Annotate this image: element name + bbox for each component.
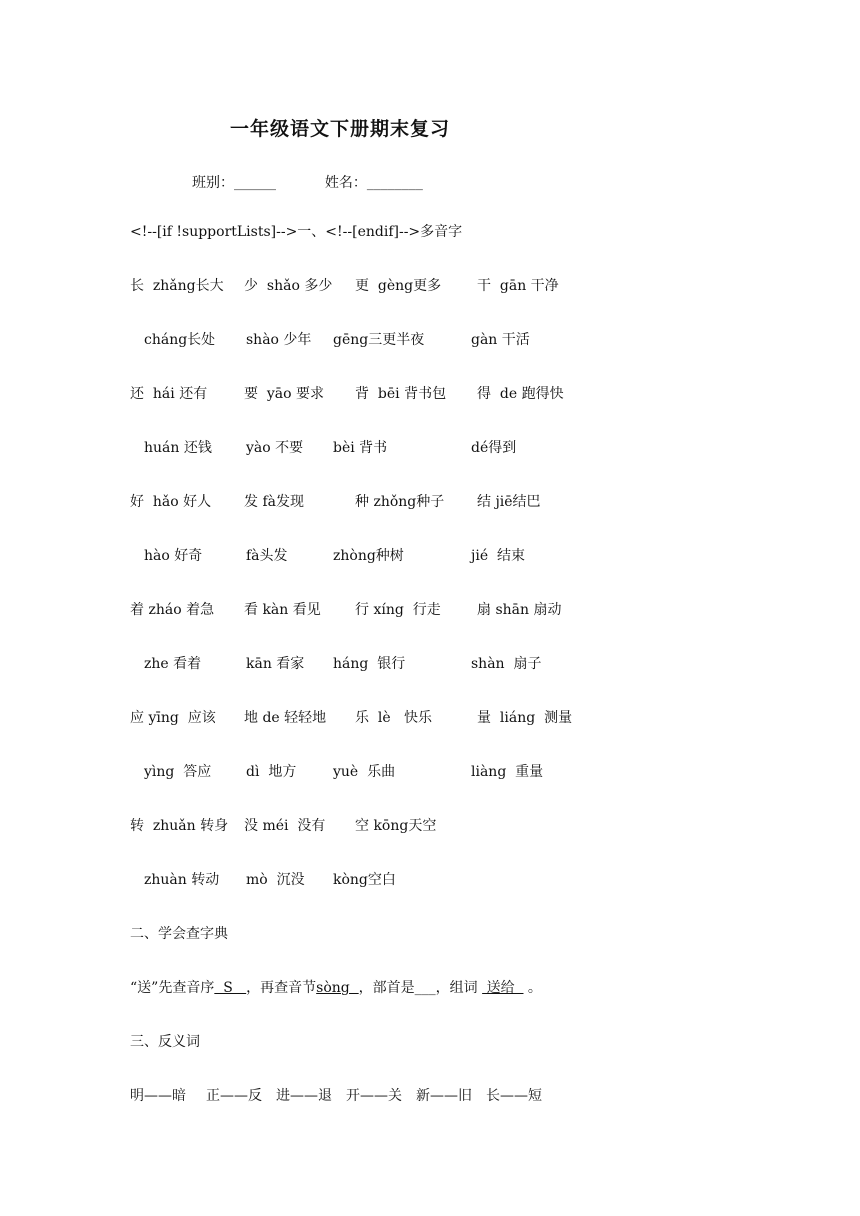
polyphone-entry: gàn 干活: [471, 332, 530, 348]
polyphone-entry: 干 gān 干净: [477, 278, 559, 294]
polyphone-entry: zhe 看着: [144, 656, 202, 672]
answer-yinjie: sòng: [316, 980, 359, 996]
section2-heading: 二、学会查字典: [130, 926, 228, 942]
polyphone-entry: zhòng种树: [333, 548, 404, 564]
polyphone-entry: kān 看家: [246, 656, 305, 672]
antonym-line: [130, 1085, 542, 1105]
polyphone-entry: huán 还钱: [144, 440, 212, 456]
polyphone-entry: kòng空白: [333, 872, 396, 888]
name-blank: ________: [366, 175, 423, 191]
section1-heading: <!--[if !supportLists]-->一、<!--[endif]-->多音字: [130, 224, 463, 240]
polyphone-entry: fà头发: [246, 548, 288, 564]
antonym-pair: 进——退: [276, 1088, 332, 1104]
polyphone-entry: 空 kōng天空: [355, 818, 437, 834]
polyphone-entry: 行 xíng 行走: [355, 602, 441, 618]
antonym-pair: 新——旧: [416, 1088, 472, 1104]
student-info: [192, 172, 423, 192]
antonym-pair: 长——短: [486, 1088, 542, 1104]
polyphone-entry: dì 地方: [246, 764, 297, 780]
polyphone-entry: 长 zhǎng长大: [130, 278, 224, 294]
polyphone-entry: 量 liáng 测量: [477, 710, 573, 726]
q-mid2: ，部首是: [358, 980, 415, 996]
polyphone-entry: 得 de 跑得快: [477, 386, 564, 402]
section3-heading: 三、反义词: [130, 1034, 200, 1050]
polyphone-entry: 地 de 轻轻地: [244, 710, 327, 726]
polyphone-entry: 转 zhuǎn 转身: [130, 818, 229, 834]
class-blank: ______: [234, 175, 276, 191]
polyphone-entry: shào 少年: [246, 332, 312, 348]
antonym-pair: 明——暗: [130, 1088, 186, 1104]
polyphone-entry: bèi 背书: [333, 440, 388, 456]
antonym-pair: 正——反: [206, 1088, 262, 1104]
polyphone-entry: 乐 lè 快乐: [355, 710, 433, 726]
polyphone-entry: shàn 扇子: [471, 656, 542, 672]
polyphone-entry: háng 银行: [333, 656, 406, 672]
polyphone-entry: mò 沉没: [246, 872, 305, 888]
polyphone-entry: jié 结束: [471, 548, 526, 564]
polyphone-entry: 着 zháo 着急: [130, 602, 215, 618]
polyphone-entry: 要 yāo 要求: [244, 386, 325, 402]
polyphone-entry: 应 yīng 应该: [130, 710, 216, 726]
polyphone-entry: hào 好奇: [144, 548, 203, 564]
class-label: 班别：: [192, 175, 234, 191]
answer-yinxu: S: [214, 980, 247, 996]
page-title: 一年级语文下册期末复习: [230, 118, 451, 140]
q-prefix: “送”先查音序: [130, 980, 215, 996]
polyphone-entry: 还 hái 还有: [130, 386, 208, 402]
polyphone-entry: yìng 答应: [144, 764, 212, 780]
polyphone-entry: cháng长处: [144, 332, 216, 348]
polyphone-entry: 更 gèng更多: [355, 278, 442, 294]
polyphone-entry: 少 shǎo 多少: [244, 278, 333, 294]
answer-zuci: 送给: [482, 980, 524, 996]
polyphone-entry: 看 kàn 看见: [244, 602, 321, 618]
polyphone-entry: 好 hǎo 好人: [130, 494, 212, 510]
polyphone-entry: 结 jiē结巴: [477, 494, 541, 510]
q-mid3: ，组词: [435, 980, 483, 996]
dictionary-question: [130, 977, 542, 997]
antonym-pair: 开——关: [346, 1088, 402, 1104]
polyphone-entry: zhuàn 转动: [144, 872, 220, 888]
polyphone-entry: dé得到: [471, 440, 517, 456]
answer-bushou: ___: [414, 980, 436, 996]
polyphone-entry: liàng 重量: [471, 764, 544, 780]
polyphone-entry: 背 bēi 背书包: [355, 386, 447, 402]
q-end: 。: [523, 980, 542, 996]
polyphone-entry: 没 méi 没有: [244, 818, 326, 834]
polyphone-entry: 扇 shān 扇动: [477, 602, 562, 618]
polyphone-entry: yuè 乐曲: [333, 764, 396, 780]
q-mid1: ，再查音节: [246, 980, 317, 996]
polyphone-entry: gēng三更半夜: [333, 332, 425, 348]
polyphone-entry: 种 zhǒng种子: [355, 494, 445, 510]
name-label: 姓名：: [324, 175, 367, 191]
polyphone-entry: yào 不要: [246, 440, 304, 456]
polyphone-entry: 发 fà发现: [244, 494, 304, 510]
